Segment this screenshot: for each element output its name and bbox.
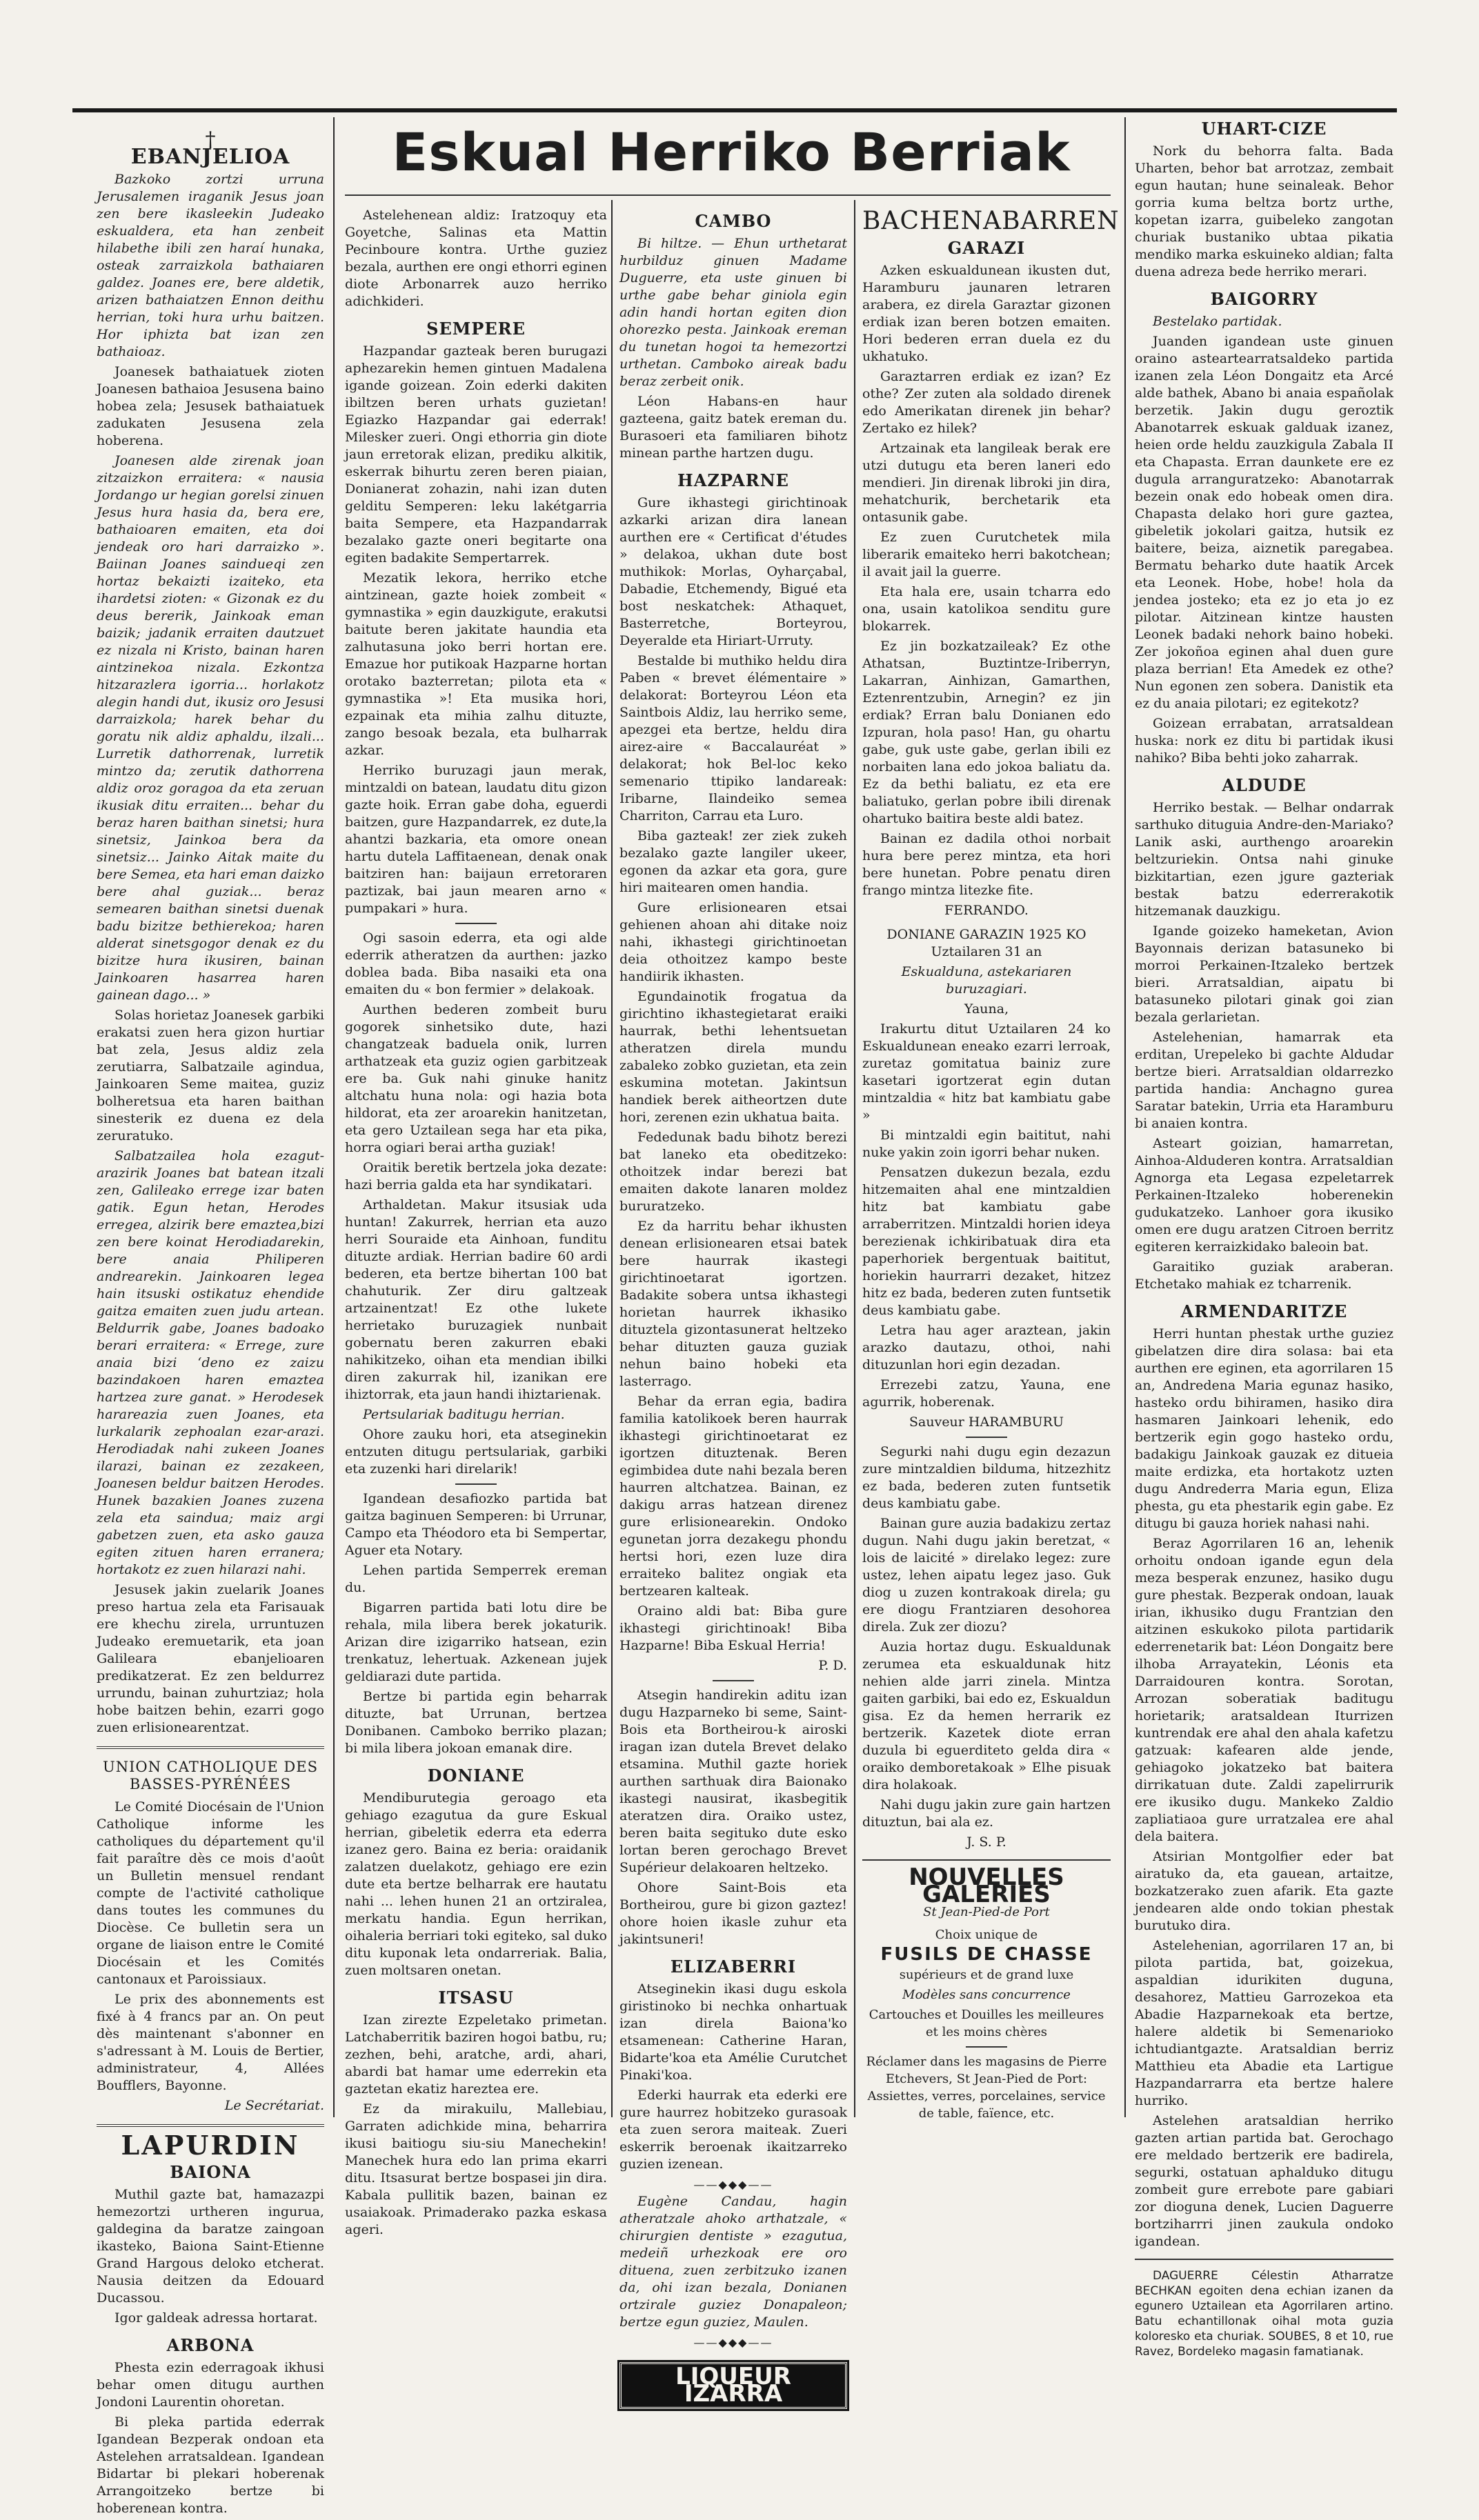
paragraph: Artzainak eta langileak berak ere utzi dutugu eta beren laneri edo mendieri. Jin direnak libroki jin dira, mehatchurik, berchetarik eta ontasunik gabe. <box>862 441 1111 525</box>
paragraph: Nahi dugu jakin zure gain hartzen dituztun, bai ala ez. <box>862 1797 1111 1830</box>
section-title-sempere: SEMPERE <box>426 319 526 339</box>
paragraph: Phesta ezin ederragoak ikhusi behar omen ditugu aurthen Jondoni Laurentin ohoretan. <box>97 2360 324 2410</box>
paragraph: Nork du behorra falta. Bada Uharten, behor bat arrotzaz, zembait egun hautan; hune seinaleak. Behor gorria kuma beltza bortz urthe, kopetan izarra, guibeleko zangotan churiak bustaniko ubtaa pikatia mendiko marka eskuineko aldian; falta duena adreza bede herriko merari. <box>1135 143 1393 279</box>
paragraph: Muthil gazte bat, hamazazpi hemezortzi urtheren ingurua, galdegina da baratze zaingoan ikasteko, Baiona Saint-Etienne Grand Hargous deloko etcherat. Nausia deitzen da Edouard Ducassou. <box>97 2187 324 2306</box>
letter-dateline: DONIANE GARAZIN 1925 KO Uztailaren 31 an <box>886 927 1086 959</box>
ad-line: FUSILS DE CHASSE <box>880 1944 1093 1965</box>
paragraph: Auzia hortaz dugu. Eskualdunak zerumea eta eskualdunak hitz nehien alde jarri zinela. Mintza gaiten garbiki, bai edo ez, Eskualdun gisa. Ez da hemen herrarik ez bertzerik. Kazetek diote erran duzula bi eguerditeto gelda dira « oraiko demboretakoak » Elhe pisuak dira holakoak. <box>862 1639 1111 1792</box>
section-title-arbona: ARBONA <box>166 2335 255 2355</box>
paragraph: Gure ikhastegi girichtinoak azkarki arizan dira lanean aurthen ere « Certificat d'études » delakoa, ukhan dute bost muthikok: Morlas, Oyharçabal, Dabadie, Etchemendy, Bigué eta bost neskatchek: Athaquet, Basterretche, Borteyrou, Deyeralde eta Hiriart-Urruty. <box>619 495 847 648</box>
section-title-elizaberri: ELIZABERRI <box>670 1957 797 1977</box>
paragraph: Herri huntan phestak urthe guziez gibelatzen dire dira solasa: bai eta aurthen ere eginen, eta agorrilaren 15 an, Andredena Maria egunaz hasiko, hasteko ordu bihiramen, hasiko dira hasmaren Jainkoari lehenik, edo bertzerik egin gogo hasteko ordu, badakigu Jainkoak gauzak ez ditueia maite erdizka, eta hortakotz uzten dugu Andrederra Maria egun, Eliza phesta, gu eta phestarik egin gabe. Ez ditugu bi gauza horiek nahasi nahi. <box>1135 1326 1393 1531</box>
paragraph: Juanden igandean uste ginuen oraino asteartearratsaldeko partida izanen zela Léon Dongaitz eta Arcé alde bathek, Abano bi anaia españolak berzetik. Jakin dugu geroztik Abanotarrek eskuak galduak izanez, heien orde heldu zauzkigula Zabala II eta Chapasta. Erran daunkete ere ez dugula arranguratzeko: Abanotarrak bezein onak edo hobeak omen dira. Chapasta delako hori gure gaztea, gibeletik jokolari gaitza, hutsik ez baitere, beiza, aiznetik paregabea. Bermatu beharko dute haatik Arcek eta Leonek. Hobe, hobe! hola da jendea josteko; eta ez jo eta jo ez pilotar. Aitzinean kintze hausten Leonek badaki nehork baino hobeki. Zer jokoñoa eginen ahal duen gure plaza berrian! Eta Amedek ez othe? Nun egonen zen sobera. Danistik eta ez du anaia pilotari; ez egitekotz? <box>1135 334 1393 711</box>
divider <box>713 1680 754 1681</box>
paragraph: Garaitiko guziak araberan. Etchetako mahiak ez tcharrenik. <box>1135 1259 1393 1292</box>
column-divider <box>333 117 335 2117</box>
section-title-aldude: ALDUDE <box>1222 775 1307 795</box>
section-title-cambo: CAMBO <box>695 211 772 231</box>
divider <box>966 1437 1007 1438</box>
column-cambo <box>619 207 847 2409</box>
separator <box>97 2124 324 2127</box>
paragraph: Hazpandar gazteak beren burugazi aphezarekin hemen gintuen Madalena igande goizean. Zoin ederki dakiten ibiltzen beren urhats guzietan! Egiazko Hazpandar gai ederrak! Milesker zueri. Ongi ethorria gin diote jaun erretorak elizan, prediku alkitik, eskerrak bihurtu zeren beren piaian, Donianerat zohazin, nahi izan duten gelditu Semperen: leku lakétgarria baita Sempere, eta Hazpandarrak bezalako gazte oneri begitarte ona egiten badakite Sempertarrek. <box>345 343 607 566</box>
paragraph: Eta hala ere, usain tcharra edo ona, usain katolikoa senditu gure blokarrek. <box>862 584 1111 634</box>
paragraph: Atsegin handirekin aditu izan dugu Hazparneko bi seme, Saint-Bois eta Bortheirou-k airoski iragan izan dutela Brevet delako etsamina. Muthil gazte horiek aurthen sarthuak dira Baionako ikastegi nausirat, ikasbegitik ateratzen dira. Oraiko ustez, beren baita segituko dute esko lortan beren gerochago Brevet Supérieur delakoaren heltzeko. <box>619 1688 847 1875</box>
paragraph: Ohore Saint-Bois eta Bortheirou, gure bi gizon gaztez! ohore hoien ikasle zuhur eta jakintsuneri! <box>619 1880 847 1947</box>
paragraph: Herriko buruzagi jaun merak, mintzaldi on batean, laudatu ditu gizon gazte hoik. Erran gabe doha, eguerdi baitzen, gure Hazpandarrek, ez dute,la ahantzi bazkaria, eta omore onean hartu dutela Laffitaenean, denak onak baitziren han: baijaun erretoraren paztizak, bai jaun mearen arno « pumpakari » hura. <box>345 763 607 916</box>
ad-line: St Jean-Pied-de Port <box>923 1905 1050 1919</box>
paragraph: Solas horietaz Joanesek garbiki erakatsi zuen hera gizon hurtiar bat zela, Jesus aldiz zela zerutiarra, Salbatzaile agindua, Jainkoaren Seme maitea, guziz bolheretsua eta haren baithan sinesterik ez duena ez dela zeruratuko. <box>97 1008 324 1143</box>
paragraph: Ez jin bozkatzaileak? Ez othe Athatsan, Buztintze-Iriberryn, Lakarran, Ainhizan, Gamarthen, Eztenrentzubin, Arnegin? ez jin erdiak? Erran balu Donianen edo Izpuran, hola paso! Han, gu ohartu gabe, guk uste gabe, gerlan ibili ez norbaiten lana edo jokoa baliatu da. Ez da bethi baliatu, ez eta ere baliatuko, gerlan pobre ibili direnak ohartuko baitira beste aldi batez. <box>862 639 1111 826</box>
letter-addressee: Eskualduna, astekariaren buruzagiari. <box>901 964 1072 997</box>
paragraph: Le Comité Diocésain de l'Union Catholique informe les catholiques du département qu'il fait paraître dès ce mois d'août un Bulletin mensuel rendant compte de l'activité catholique dans toutes les communes du Diocèse. Ce bulletin sera un organe de liaison entre le Comité Diocésain et les Comités cantonaux et Paroissiaux. <box>97 1799 324 1987</box>
paragraph: Ogi sasoin ederra, eta ogi alde ederrik atheratzen da aurthen: jazko doblea bada. Biba nasaiki eta ona emaiten du « bon fermier » delakoak. <box>345 930 607 997</box>
column-uhart-cize <box>1135 117 1393 2362</box>
paragraph: Bestelako partidak. <box>1153 314 1282 329</box>
paragraph: Bazkoko zortzi urruna Jerusalemen iraganik Jesus joan zen bere ikasleekin Judeako eskualdera, eta han zenbeit hilabethe ibili zen haraí hunaka, osteak zarraizkola bathaiaren galdez. Joanes ere, bere aldetik, arizen bathaiatzen Ennon deithu herrian, toki hura urhu baitzen. Hor iphizta bat izan zen bathaioaz. <box>97 172 324 359</box>
paragraph: Garaztarren erdiak ez izan? Ez othe? Zer zuten ala soldado direnek edo Amerikatan direnek jin behar? Zertako ez hilek? <box>862 369 1111 436</box>
section-title-doniane: DONIANE <box>427 1766 525 1786</box>
paragraph: Bigarren partida bati lotu dire be rehala, mila libera berek jokaturik. Arizan dire izigarriko hatsean, ezin trenkatuz, lehertuak. Azkenean jujek geldiarazi dute partida. <box>345 1600 607 1684</box>
paragraph: Ez zuen Curutchetek mila liberarik emaiteko herri bakotchean; il avait jail la guerre. <box>862 530 1111 579</box>
paragraph: Atseginekin ikasi dugu eskola giristinoko bi nechka onhartuak izan direla Baiona'ko etsamenean: Catherine Haran, Bidarte'koa eta Amélie Curutchet Pinaki'koa. <box>619 1981 847 2083</box>
divider <box>455 1483 497 1485</box>
paragraph: Le prix des abonnements est fixé à 4 francs par an. On peut dès maintenant s'abonner en s'adressant à M. Louis de Bertier, administrateur, 4, Allées Boufflers, Bayonne. <box>97 1992 324 2093</box>
paragraph: Fededunak badu bihotz berezi bat laneko eta obeditzeko: othoitzek indar berezi bat emaiten dakote lanaren moldez bururatzeko. <box>619 1130 847 1214</box>
ad-line: Modèles sans concurrence <box>902 1988 1071 2002</box>
column-divider <box>611 200 613 2117</box>
separator <box>862 1859 1111 1861</box>
column-divider <box>1124 117 1126 2117</box>
paragraph: Astelehenian, agorrilaren 17 an, bi pilota partida, bat, goizekua, aspaldian idurikiten duguna, desahorez, Mattieu Garrozekoa eta Abadie Hazparnekoak eta bertze, halere aldetik bi Semenarioko ichtudiantgazte. Aratsaldian berriz Matthieu eta Abadie eta Lartigue Hazpandarrarra eta bertze halere hurriko. <box>1135 1938 1393 2108</box>
paragraph: Segurki nahi dugu egin dezazun zure mintzaldien bilduma, hitzezhitz ez bada, bederen zuten funtsetik deus kambiatu gabe. <box>862 1444 1111 1511</box>
paragraph: Goizean errabatan, arratsaldean huska: nork ez ditu bi partidak ikusi nahiko? Biba behti joko zaharrak. <box>1135 716 1393 766</box>
paragraph: Ohore zauku hori, eta atseginekin entzuten ditugu pertsulariak, garbiki eta zuzenki hari direlarik! <box>345 1427 607 1477</box>
column-ebanjelioa <box>97 117 324 2520</box>
paragraph: Jesusek jakin zuelarik Joanes preso hartua zela eta Farisauak ere khechu zirela, urruntuzen Judeako eremuetarik, eta joan Galileara ebanjelioaren predikatzerat. Ez zen beldurrez urrundu, bainan zuhurtziaz; hola hobe baitzen behin, ezarri gogo zuen erlisionearentzat. <box>97 1582 324 1735</box>
ornament-rule: ——◆◆◆—— <box>693 2336 773 2349</box>
daguerre-ad: DAGUERRE Célestin Atharratze BECHKAN egoiten dena echian izanen da egunero Uztailean eta Agorrilaren artino. Batu echantillonak oihal mota guzia koloresko eta churiak. SOUBES, 8 et 10, rue Ravez, Bordeleko magasin famatianak. <box>1135 2269 1393 2359</box>
divider <box>966 2046 1007 2048</box>
separator <box>1135 2259 1393 2260</box>
region-title-bachenabarren: BACHENABARREN <box>862 207 1120 235</box>
masthead-rule <box>345 194 1111 196</box>
ad-line: supérieurs et de grand luxe <box>899 1968 1074 1982</box>
paragraph: Bi pleka partida ederrak Igandean Bezperak ondoan eta Astelehen arratsaldean. Igandean Bidartar bi plekari hoberenak Arrangoitzeko bertze bi hoberenean kontra. <box>97 2414 324 2516</box>
paragraph: Errezebi zatzu, Yauna, ene agurrik, hoberenak. <box>862 1377 1111 1410</box>
izarra-ad <box>619 2362 847 2409</box>
section-title-uhart-cize: UHART-CIZE <box>1201 119 1327 139</box>
divider <box>455 923 497 924</box>
masthead-title: Eskual Herriko Berriak <box>392 121 1071 183</box>
galeries-title: NOUVELLES GALERIES <box>909 1863 1064 1908</box>
paragraph: Igor galdeak adressa hortarat. <box>115 2310 318 2326</box>
section-title-hazparne: HAZPARNE <box>677 470 789 490</box>
paragraph: Ederki haurrak eta ederki ere gure haurrez hobitzeko gurasoak eta zuen serora maiteak. Zueri eskerrik beroenak ikaitzarreko guzien izenean. <box>619 2088 847 2172</box>
paragraph: Egundainotik frogatua da girichtino ikhastegietarat eraiki haurrak, bethi lehentsuetan atheratzen direla mundu zabaleko zobko guzietan, eta zein eskumina motetan. Jakintsun handiek berek aitheortzen dute hori, zerenen ezin ukhatua baita. <box>619 989 847 1125</box>
separator <box>97 1746 324 1749</box>
paragraph: Azken eskualdunean ikusten dut, Haramburu jaunaren letraren arabera, ez direla Garaztar gizonen erdiak izan beren botzen emaiten. Hori bederen erran duela ez du ukhatuko. <box>862 263 1111 364</box>
signature: P. D. <box>818 1658 847 1673</box>
section-title-armendaritze: ARMENDARITZE <box>1180 1301 1348 1321</box>
paragraph: Bertze bi partida egin beharrak dituzte, bat Urrunan, bertzea Donibanen. Camboko berriko plazan; bi mila libera jokoan emanak dire. <box>345 1689 607 1756</box>
signature: J. S. P. <box>966 1834 1006 1850</box>
paragraph: Behar da erran egia, badira familia katolikoek beren haurrak ikhastegi girichtinoetarat ez igortzen dituztenak. Beren egimbidea dute nahi bezala beren haurren altchatzea. Bainan, ez dakigu arras hatzean direnez gure erlisionearekin. Ondoko egunetan jorra dezakegu phondu hertsi hori, ezen luze dira erraiteko balitez ongiak eta bertzearen kalteak. <box>619 1394 847 1599</box>
paragraph: Beraz Agorrilaren 16 an, lehenik orhoitu ondoan igande egun dela meza besperak enzunez, hasiko dugu gure phestak. Bezperak ondoan, lauak irian, ikhusiko dugu Frantzian den aitzinen eskukoko pilota partidarik ederrenetarik bat: Léon Dongaitz bere ilhoba Arrayatekin, Léonis eta Darraidouren kontra. Sorotan, Arrozan soberatiak baditugu horietarik; aratsaldean Iturrizen kuntrendak ere ahal den ahala kafetzu gatzuak: kafearen alde jende, gehiagoko jokatzeko bat baitera dirrikatuan dute. Zaldi zapelirrurik ere ikusiko dugu. Mankeko Zaldio zapliatiaoa gure urratzalea ere ahal dela baitera. <box>1135 1536 1393 1844</box>
section-title-ebanjelioa: EBANJELIOA <box>130 145 290 169</box>
paragraph: Bi mintzaldi egin baititut, nahi nuke yakin zoin igorri behar nuken. <box>862 1128 1111 1160</box>
ad-line: Réclamer dans les magasins de Pierre Etchevers, St Jean-Pied de Port: Assiettes, verres, porcelaines, service de table, faïence, etc. <box>866 2054 1107 2121</box>
paragraph: Oraino aldi bat: Biba gure ikhastegi girichtinoak! Biba Hazparne! Biba Eskual Herria! <box>619 1603 847 1653</box>
letter-signature: Sauveur HARAMBURU <box>909 1414 1064 1430</box>
paragraph: Léon Habans-en haur gazteena, gaitz batek ereman du. Burasoeri eta familiaren bihotz minean parthe hartzen dugu. <box>619 394 847 461</box>
section-title-itsasu: ITSASU <box>438 1988 514 2008</box>
section-title-baigorry: BAIGORRY <box>1210 289 1318 309</box>
letter-salutation: Yauna, <box>964 1001 1009 1017</box>
column-divider <box>854 200 855 2117</box>
paragraph: Igande goizeko hameketan, Avion Bayonnais derizan batasuneko bi morroi Perkainen-Itzaleko bertzek bieri. Arratsaldian, aipatu bi batasuneko pilotari ginak goi zian bezala gerlarietan. <box>1135 923 1393 1025</box>
paragraph: Oraitik beretik bertzela joka dezate: hazi berria galda eta har syndikatari. <box>345 1160 607 1192</box>
paragraph: Astelehen aratsaldian herriko gazten artian partida bat. Gerochago ere meldado bertzerik ere badirela, segurki, ostatuan aphalduko ditugu zombeit gure errebote pare gabiari zor dioguna denek, Lucien Daguerre bortziharrri jinen zaukula ondoko igandean. <box>1135 2113 1393 2249</box>
section-title-union: UNION CATHOLIQUE DES BASSES-PYRÉNÉES <box>103 1759 318 1792</box>
dagger-icon: † <box>205 128 216 152</box>
section-title-baiona: BAIONA <box>170 2162 251 2182</box>
paragraph: Joanesek bathaiatuek zioten Joanesen bathaioa Jesusena baino hobea zela; Jesusek bathaiatuek zadukaten Jesusena zela hoberena. <box>97 364 324 448</box>
dentist-notice: Eugène Candau, hagin atheratzale ahoko arthatzale, « chirurgien dentiste » ezagutua, medeiñ urhezkoak ere oro dituena, zuen zerbitzuko izanen da, ohi izan bezala, Donianen ortzirale guziez Donapaleon; bertze egun guziez, Maulen. <box>619 2194 847 2330</box>
paragraph: Bainan ez dadila othoi norbait hura bere perez mintza, eta hori bere hunetan. Pobre penatu diren frango mintza litezke fite. <box>862 831 1111 898</box>
paragraph: Joanesen alde zirenak joan zitzaizkon erraitera: « nausia Jordango ur hegian gorelsi zinuen Jesus hura hasia da, bera ere, bathaioaren emaiten, eta doi jendeak oro hari darraizko ». Baiinan Joanes saindueqi zen hortaz bekaizti izaiteko, eta ihardetsi zioten: « Gizonak ez du deus bererik, Jainkoak eman baizik; jadanik erraiten dautzuet ez nizala ni Kristo, bainan haren aintzinekoa nizala. Ezkontza hitzarazlera igorria... horlakotz alegin handi dut, ikusiz oro Jesusi darraizkola; harek behar du goratu nik aldiz aphaldu, ilzali... Lurretik dathorrenak, lurretik mintzo da; zerutik dathorrena aldiz oroz goragoa da eta zeruan ikusiak ditu erraiten... behar du beraz haren baithan sinetsi; hura sinetsiz, Jainkoa bera da sinetsiz... Jainko Aitak maite du bere Semea, eta hari eman daizko bere ahal guziak... beraz semearen baithan sinetsi duenak badu bizitze bethierekoa; haren alderat sinetsgogor denak ez du bizitze hura ikusiren, bainan Jainkoaren hasarrea haren gainean dago... » <box>97 453 324 1003</box>
paragraph: Asteart goizian, hamarretan, Ainhoa-Alduderen kontra. Arratsaldian Agnorga eta Legasa ezpeletarrek Perkainen-Itzaleko hoberenekin gudukatzeko. Lanhoer gora ikusiko omen ere dugu aratzen Citroen berritz egiteren kerraizkidako baleoin bat. <box>1135 1136 1393 1254</box>
column-sempere <box>345 207 607 2241</box>
paragraph: Aurthen bederen zombeit buru gogorek sinhetsiko dute, hazi changatzeak baduela onik, lurren arthatzeak eta guziz ogien garbitzeak ere ba. Guk nahi ginuke hanitz altchatu huna nola: ogi hazia bota hildorat, eta zer aroarekin hanitzetan, eta gero Uztailean sega har eta pika, horra ogiari berai artha guziak! <box>345 1002 607 1155</box>
paragraph: Herriko bestak. — Belhar ondarrak sarthuko dituguia Andre-den-Mariako? Lanik aski, aurthengo aroarekin beltzuriekin. Ontsa nahi ginuke bizkitartian, ezen jgure gazteriak bestak batzu ederrerakotik hitzemanak dauzkigu. <box>1135 800 1393 919</box>
paragraph: Astelehenian, hamarrak eta erditan, Urepeleko bi gachte Aldudar bertze bieri. Arratsaldian oldarrezko partida handia: Anchagno gurea Saratar batekin, Urria eta Haramburu bi anaien kontra. <box>1135 1030 1393 1131</box>
paragraph: Atsirian Montgolfier eder bat airatuko da, eta gauean, artaitze, bozkatzerako zuen afarik. Eta gazte jendearen alde ondo tokian phestak burutuko dira. <box>1135 1849 1393 1933</box>
paragraph: Bi hiltze. — Ehun urthetarat hurbilduz ginuen Madame Duguerre, eta uste ginuen bi urthe gabe behar giniola egin adin handi hortan egiten dion ohorezko pesta. Jainkoak ereman du tunetan hogoi ta hemezortzi urthetan. Camboko aireak badu beraz zerbeit onik. <box>619 236 847 389</box>
ornament-rule: ——◆◆◆—— <box>693 2178 773 2191</box>
top-rule <box>72 108 1397 112</box>
paragraph: Pertsulariak baditugu herrian. <box>363 1407 565 1422</box>
ad-line: Cartouches et Douilles les meilleures et les moins chères <box>868 2008 1104 2039</box>
signature: FERRANDO. <box>944 903 1029 918</box>
paragraph: Bainan gure auzia badakizu zertaz dugun. Nahi dugu jakin beretzat, « lois de laicité » direlako legez: zure ustez, lehen aipatu legez jaso. Guk diog u zuzen kontrakoak direla; gu ere diogu Frantziaren desohorea direla. Zuk zer diozu? <box>862 1516 1111 1634</box>
paragraph: Salbatzailea hola ezagut-arazirik Joanes bat batean itzali zen, Galileako errege izar baten gatik. Egun hetan, Herodes erregea, alzirik bere emaztea,bizi zen bere koinat Herodiadarekin, bere anaia Philiperen andrearekin. Jainkoaren legea hain itsuski ostikatuz ehendide gaitza emaiten zuen judu artean. Beldurrik gabe, Joanes badoako berari erraitera: « Errege, zure anaia bizi ‘deno ez zaizu bazindakoen haren emaztea hartzea zure ganat. » Herodesek harareazia zuen Joanes, eta lurkalarik zephoalan ezar-arazi. Herodiadak nahi zukeen Joanes ilarazi, bainan ez zezakeen, Joanesen beldur baitzen Herodes. Hunek bazakien Joanes zuzena zela eta saindua; maiz argi gabetzen zuen, eta asko gauza egiten zituen haren erranera; hortakotz ez zuen hilarazi nahi. <box>97 1148 324 1577</box>
paragraph: Astelehenean aldiz: Iratzoquy eta Goyetche, Salinas eta Mattin Pecinboure kontra. Urthe guziez bezala, aurthen ere ongi ethorri eginen diote Arbonarrek auzo herriko adichkideri. <box>345 208 607 309</box>
paragraph: Irakurtu ditut Uztailaren 24 ko Eskualdunean eneako ezarri lerroak, zuretaz gomitatua bainiz zure kasetari igortzerat egin dutan mintzaldia « hitz bat kambiatu gabe » <box>862 1021 1111 1123</box>
signature: Le Secrétariat. <box>224 2098 324 2113</box>
section-title-garazi: GARAZI <box>947 238 1026 258</box>
paragraph: Ez da harritu behar ikhusten denean erlisionearen etsai batek bere haurrak ikastegi girichtinoetarat igortzen. Badakite sobera untsa ikhastegi horietan haurrek ikhasiko dituztela gizontasunerat heltzeko behar dituzten gauza guziak nehun baino hobeki eta lasterrago. <box>619 1219 847 1389</box>
paragraph: Lehen partida Semperrek ereman du. <box>345 1563 607 1595</box>
paragraph: Bestalde bi muthiko heldu dira Paben « brevet élémentaire » delakorat: Borteyrou Léon eta Saintbois Aldiz, lau herriko seme, apezgei eta bertze, heldu dira airez-aire « Baccalauréat » delakorat; hok Bel-loc keko semenario ttipiko landareak: Iribarne, Ilaindeiko semea Charriton, Carrau eta Luro. <box>619 653 847 823</box>
paragraph: Izan zirezte Ezpeletako primetan. Latchaberritik baziren hogoi batbu, ru; zezhen, behi, aratche, ardi, ahari, abardi bat hamar ume ederrekin eta gaztetan ekatiz hareztea ere. <box>345 2012 607 2097</box>
paragraph: Ez da mirakuilu, Mallebiau, Garraten adichkide mina, beharrira ikusi baitiogu siu-siu Manechekin! Manechek hura edo lan prima ekarri ditu. Itsasurat bertze bospasei jin dira. Kabala pullitik bazen, bainan ez usaiakoak. Primaderako pazka eskasa ageri. <box>345 2101 607 2237</box>
paragraph: Letra hau ager araztean, jakin arazko dautazu, othoi, nahi dituzunlan hori egin dezadan. <box>862 1323 1111 1372</box>
izarra-logo: LIQUEUR IZARRA <box>619 2362 847 2409</box>
paragraph: Mendiburutegia geroago eta gehiago ezagutua da gure Eskual herrian, gibeletik ederra eta ederra izanez gero. Baina ez beria: oraidanik zalatzen duelakotz, gehiago ere ezin dute eta bertze belharrak ere hautatu nahi ... lehen hunen 21 an ortziralea, merkatu handia. Egun herrikan, oihaleria berriari toki egiteko, sal duko ditu kuponak leta ondarreriak. Balia, zuen moltsaren onetan. <box>345 1790 607 1978</box>
paragraph: Gure erlisionearen etsai gehienen ahoan ahi ditake noiz nahi, ikhastegi girichtinoetan deia othoitzez kampo beste handiirik ikhasten. <box>619 900 847 984</box>
paragraph: Arthaldetan. Makur itsusiak uda huntan! Zakurrek, herrian eta auzo herri Souraide eta Ainhoan, funditu dituzte ardiak. Herrian badire 60 ardi bederen, eta bertze bihertan 100 bat chahuturik. Zer diru galtzeak artzainentzat! Ez othe lukete herrietako buruzagiek nunbait gobernatu beren zakurren ebaki nahikitzeko, oihan eta mendian ibilki diren zakurrak hil, izanikan ere ihiztorrak, eta jaun handi ihiztarienak. <box>345 1197 607 1402</box>
ad-line: Choix unique de <box>935 1928 1038 1942</box>
column-bachenabarren <box>862 207 1120 2125</box>
paragraph: Pensatzen dukezun bezala, ezdu hitzemaiten ahal ene mintzaldien hitz bat kambiatu gabe arraberritzen. Mintzaldi horien ideya berezienak ichkiribatuak dira eta paperhoriek bergentuak baititut, horiekin haurrarri dezaket, hitzez hitz ez bada, bederen zuten funtsetik deus kambiatu gabe. <box>862 1165 1111 1318</box>
paragraph: Mezatik lekora, herriko etche aintzinean, gazte hoiek zombeit « gymnastika » egin dauzkigute, erakutsi baitute beren jakitate haundia eta zalhutasuna joko berri hortan ere. Emazue hor putikoak Hazparne hortan orotako bazterretan; pilota eta « gymnastika »! Eta musika hori, ezpainak eta mihia zalhu dituzte, zango besoak bezala, eta bulharrak azkar. <box>345 570 607 758</box>
region-title-lapurdin: LAPURDIN <box>121 2130 300 2161</box>
paragraph: Biba gazteak! zer ziek zukeh bezalako gazte langiler ukeer, egonen da azkar eta gora, gure hiri maitearen omen handia. <box>619 828 847 895</box>
paragraph: Igandean desafiozko partida bat gaitza baginuen Semperen: bi Urrunar, Campo eta Théodoro eta bi Sempertar, Aguer eta Notary. <box>345 1491 607 1558</box>
